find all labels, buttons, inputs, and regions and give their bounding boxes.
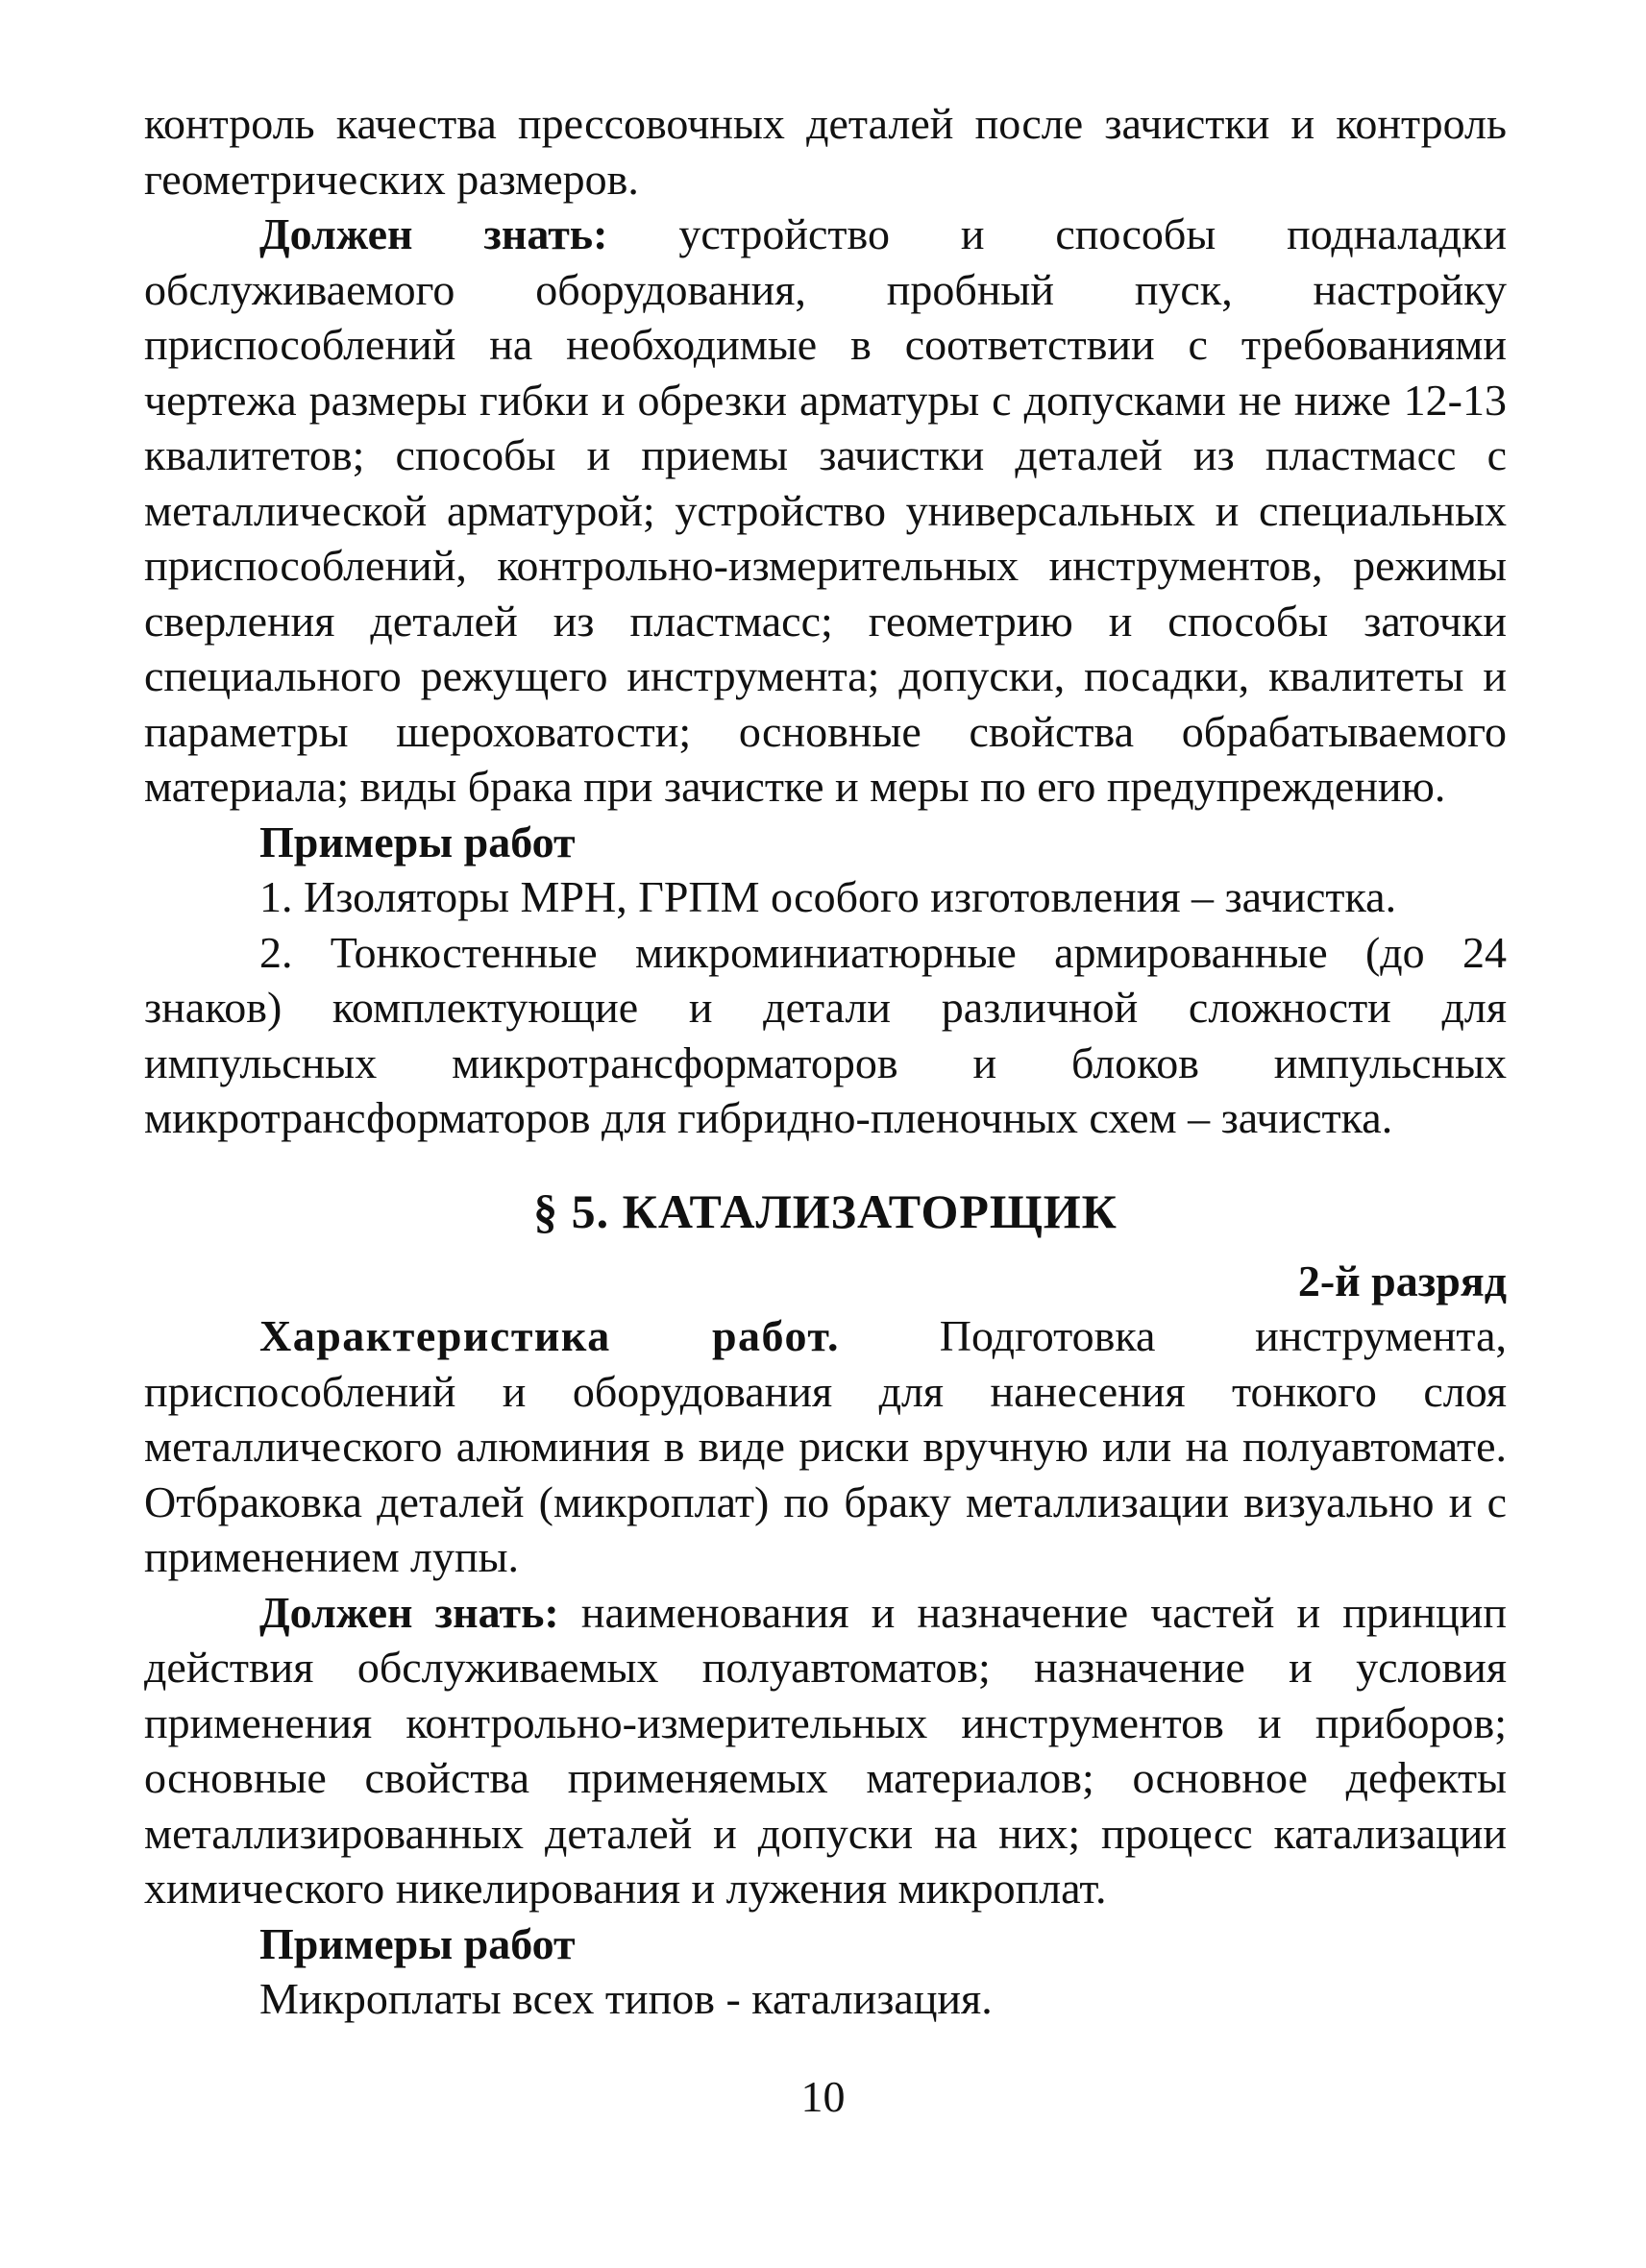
continuation-paragraph: контроль качества прессовочных деталей после зачистки и контроль геометрических размеров. [144,99,1507,204]
examples-heading-top: Примеры работ [259,817,576,866]
characteristics-label: Характеристика работ. [259,1311,840,1360]
know-text-top: устройство и способы подналадки обслуживаемого оборудования, пробный пуск, настройку приспособлений на необходимые в соответствии с требованиями чертежа размеры гибки и обрезки арматуры с допусками не ниже 12-13 квалитетов; способы и приемы зачистки деталей из пластмасс с металлической арматурой; устройство универсальных и специальных приспособлений, контрольно-измерительных инструментов, режимы сверления деталей из пластмасс; геометрию и способы заточки специального режущего инструмента; допуски, посадки, квалитеты и параметры шероховатости; основные свойства обрабатываемого материала; виды брака при зачистке и меры по его предупреждению. [144,209,1507,811]
example-item-section-1: Микроплаты всех типов - катализация. [259,1974,993,2023]
characteristics-text: Подготовка инструмента, приспособлений и оборудования для нанесения тонкого слоя металлического алюминия в виде риски вручную или на полуавтомате. Отбраковка деталей (микроплат) по браку металлизации визуально и с применением лупы. [144,1311,1507,1581]
characteristics-paragraph [144,1308,1507,1585]
know-paragraph-top [144,207,1507,815]
know-paragraph-section [144,1585,1507,1916]
know-text-section: наименования и назначение частей и принцип действия обслуживаемых полуавтоматов; назначение и условия применения контрольно-измерительных инструментов и приборов; основные свойства применяемых материалов; основное дефекты металлизированных деталей и допуски на них; процесс катализации химического никелирования и лужения микроплат. [144,1587,1507,1913]
page-body [144,96,1507,2027]
section-title: § 5. КАТАЛИЗАТОРЩИК [533,1183,1118,1238]
examples-heading-section: Примеры работ [259,1918,576,1968]
grade-label: 2-й разряд [1297,1256,1507,1305]
page-number: 10 [800,2072,846,2121]
example-item-1: 1. Изоляторы МРН, ГРПМ особого изготовления – зачистка. [259,872,1397,921]
know-label-top: Должен знать: [259,209,608,258]
know-label-section: Должен знать: [259,1587,559,1637]
example-item-2: 2. Тонкостенные микроминиатюрные армированные (до 24 знаков) комплектующие и детали различной сложности для импульсных микротрансформаторов и блоков импульсных микротрансформаторов для гибридно-пленочных схем – зачистка. [144,927,1507,1142]
